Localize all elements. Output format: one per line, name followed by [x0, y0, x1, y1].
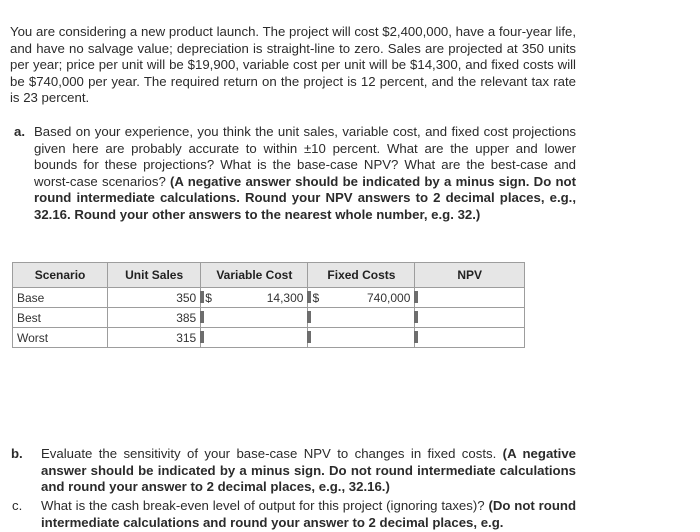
question-c-label: c.	[12, 498, 23, 513]
header-scenario: Scenario	[13, 263, 108, 288]
npv-input[interactable]	[415, 288, 525, 308]
fixed-costs-value: 740,000	[367, 290, 411, 305]
npv-input[interactable]	[415, 308, 525, 328]
variable-cost-input[interactable]	[201, 328, 308, 348]
question-b	[41, 446, 576, 496]
unit-sales-input[interactable]: 385	[108, 308, 201, 328]
question-a-text: Based on your experience, you think the unit sales, variable cost, and fixed cost projections given here are probably accurate to within ±10 percent. What are the upper and lower bounds for these projections? What is the base-case NPV? What are the best-case and worst-case scenarios?	[34, 124, 576, 189]
variable-cost-input[interactable]	[201, 288, 308, 308]
question-b-text: Evaluate the sensitivity of your base-case NPV to changes in fixed costs.	[41, 446, 497, 461]
question-c-instructions: (Do not round intermediate calculations and round your answer to 2 decimal places, e.g.	[41, 498, 576, 530]
dollar-sign: $	[205, 290, 212, 305]
scenario-label: Base	[13, 288, 108, 308]
fixed-costs-input[interactable]	[308, 308, 415, 328]
fixed-costs-input[interactable]	[308, 328, 415, 348]
question-a	[34, 124, 576, 224]
problem-statement: You are considering a new product launch. The project will cost $2,400,000, have a four-year life, and have no salvage value; depreciation is straight-line to zero. Sales are projected at 350 units per year; price per unit will be $19,900, variable cost per unit will be $14,300, and fixed costs will be $740,000 per year. The required return on the project is 12 percent, and the relevant tax rate is 23 percent.	[10, 24, 576, 106]
table-row-worst	[13, 328, 525, 348]
variable-cost-value: 14,300	[266, 290, 304, 305]
question-c-text: What is the cash break-even level of output for this project (ignoring taxes)?	[41, 498, 485, 513]
fixed-costs-input[interactable]	[308, 288, 415, 308]
scenario-label: Best	[13, 308, 108, 328]
header-fixed-costs: Fixed Costs	[308, 263, 415, 288]
scenario-table	[12, 262, 525, 347]
question-b-label: b.	[11, 446, 23, 461]
table-row-base	[13, 288, 525, 308]
npv-input[interactable]	[415, 328, 525, 348]
table-header-row	[13, 263, 525, 288]
unit-sales-input[interactable]: 315	[108, 328, 201, 348]
question-a-instructions: (A negative answer should be indicated by a minus sign. Do not round intermediate calculations. Round your NPV answers to 2 decimal places, e.g., 32.16. Round your other answers to the nearest whole number, e.g. 32.)	[34, 173, 576, 222]
unit-sales-input[interactable]: 350	[108, 288, 201, 308]
header-unit-sales: Unit Sales	[108, 263, 201, 288]
table-row-best	[13, 308, 525, 328]
variable-cost-input[interactable]	[201, 308, 308, 328]
header-npv: NPV	[415, 263, 525, 288]
question-a-label: a.	[14, 124, 25, 139]
question-b-instructions: (A negative answer should be indicated by a minus sign. Do not round intermediate calculations and round your answer to 2 decimal places, e.g., 32.16.)	[41, 446, 577, 495]
scenario-label: Worst	[13, 328, 108, 348]
header-variable-cost: Variable Cost	[201, 263, 308, 288]
question-c	[41, 498, 576, 531]
dollar-sign: $	[312, 290, 320, 305]
